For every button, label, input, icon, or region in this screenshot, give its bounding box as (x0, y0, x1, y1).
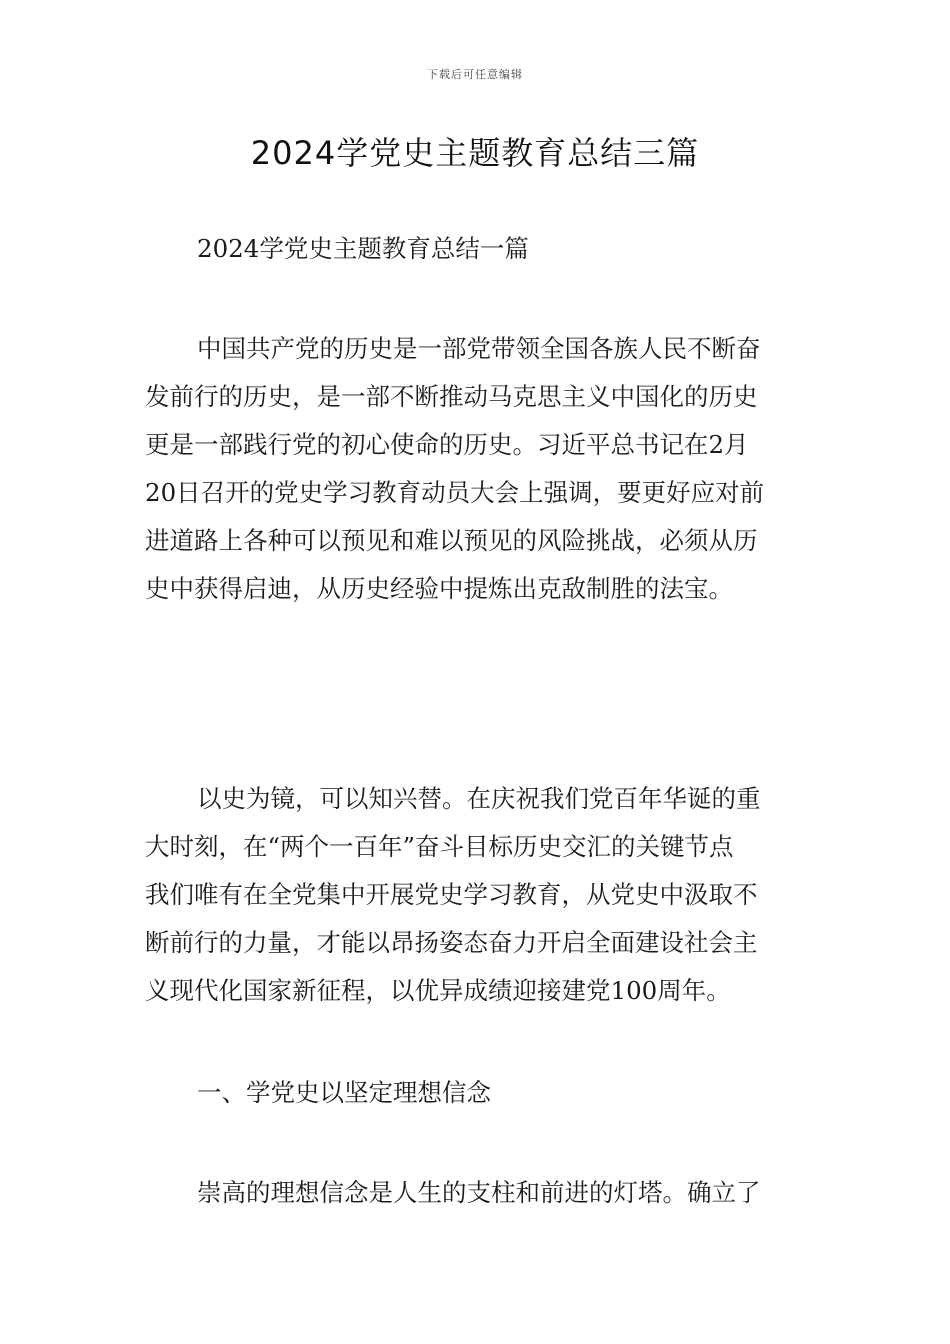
paragraph-line: 义现代化国家新征程，以优异成绩迎接建党100周年。 (145, 976, 731, 1005)
paragraph-line: 史中获得启迪，从历史经验中提炼出克敌制胜的法宝。 (145, 574, 733, 603)
paragraph-line: 中国共产党的历史是一部党带领全国各族人民不断奋 (197, 334, 761, 363)
paragraph-line: 大时刻，在“两个一百年”奋斗目标历史交汇的关键节点 (145, 832, 734, 861)
paragraph-line: 更是一部践行党的初心使命的历史。习近平总书记在2月 (145, 430, 749, 459)
document-title: 2024学党史主题教育总结三篇 (250, 134, 700, 172)
document-subtitle: 2024学党史主题教育总结一篇 (197, 234, 529, 263)
paragraph-line: 崇高的理想信念是人生的支柱和前进的灯塔。确立了 (197, 1178, 761, 1207)
paragraph-line: 我们唯有在全党集中开展党史学习教育，从党史中汲取不 (145, 880, 758, 909)
page-header-note: 下载后可任意编辑 (427, 68, 523, 81)
paragraph-line: 进道路上各种可以预见和难以预见的风险挑战，必须从历 (145, 526, 758, 555)
paragraph-line: 发前行的历史，是一部不断推动马克思主义中国化的历史 (145, 382, 758, 411)
section-heading-1: 一、学党史以坚定理想信念 (197, 1078, 491, 1107)
paragraph-line: 以史为镜，可以知兴替。在庆祝我们党百年华诞的重 (197, 784, 761, 813)
paragraph-line: 断前行的力量，才能以昂扬姿态奋力开启全面建设社会主 (145, 928, 758, 957)
paragraph-line: 20日召开的党史学习教育动员大会上强调，要更好应对前 (145, 478, 765, 507)
